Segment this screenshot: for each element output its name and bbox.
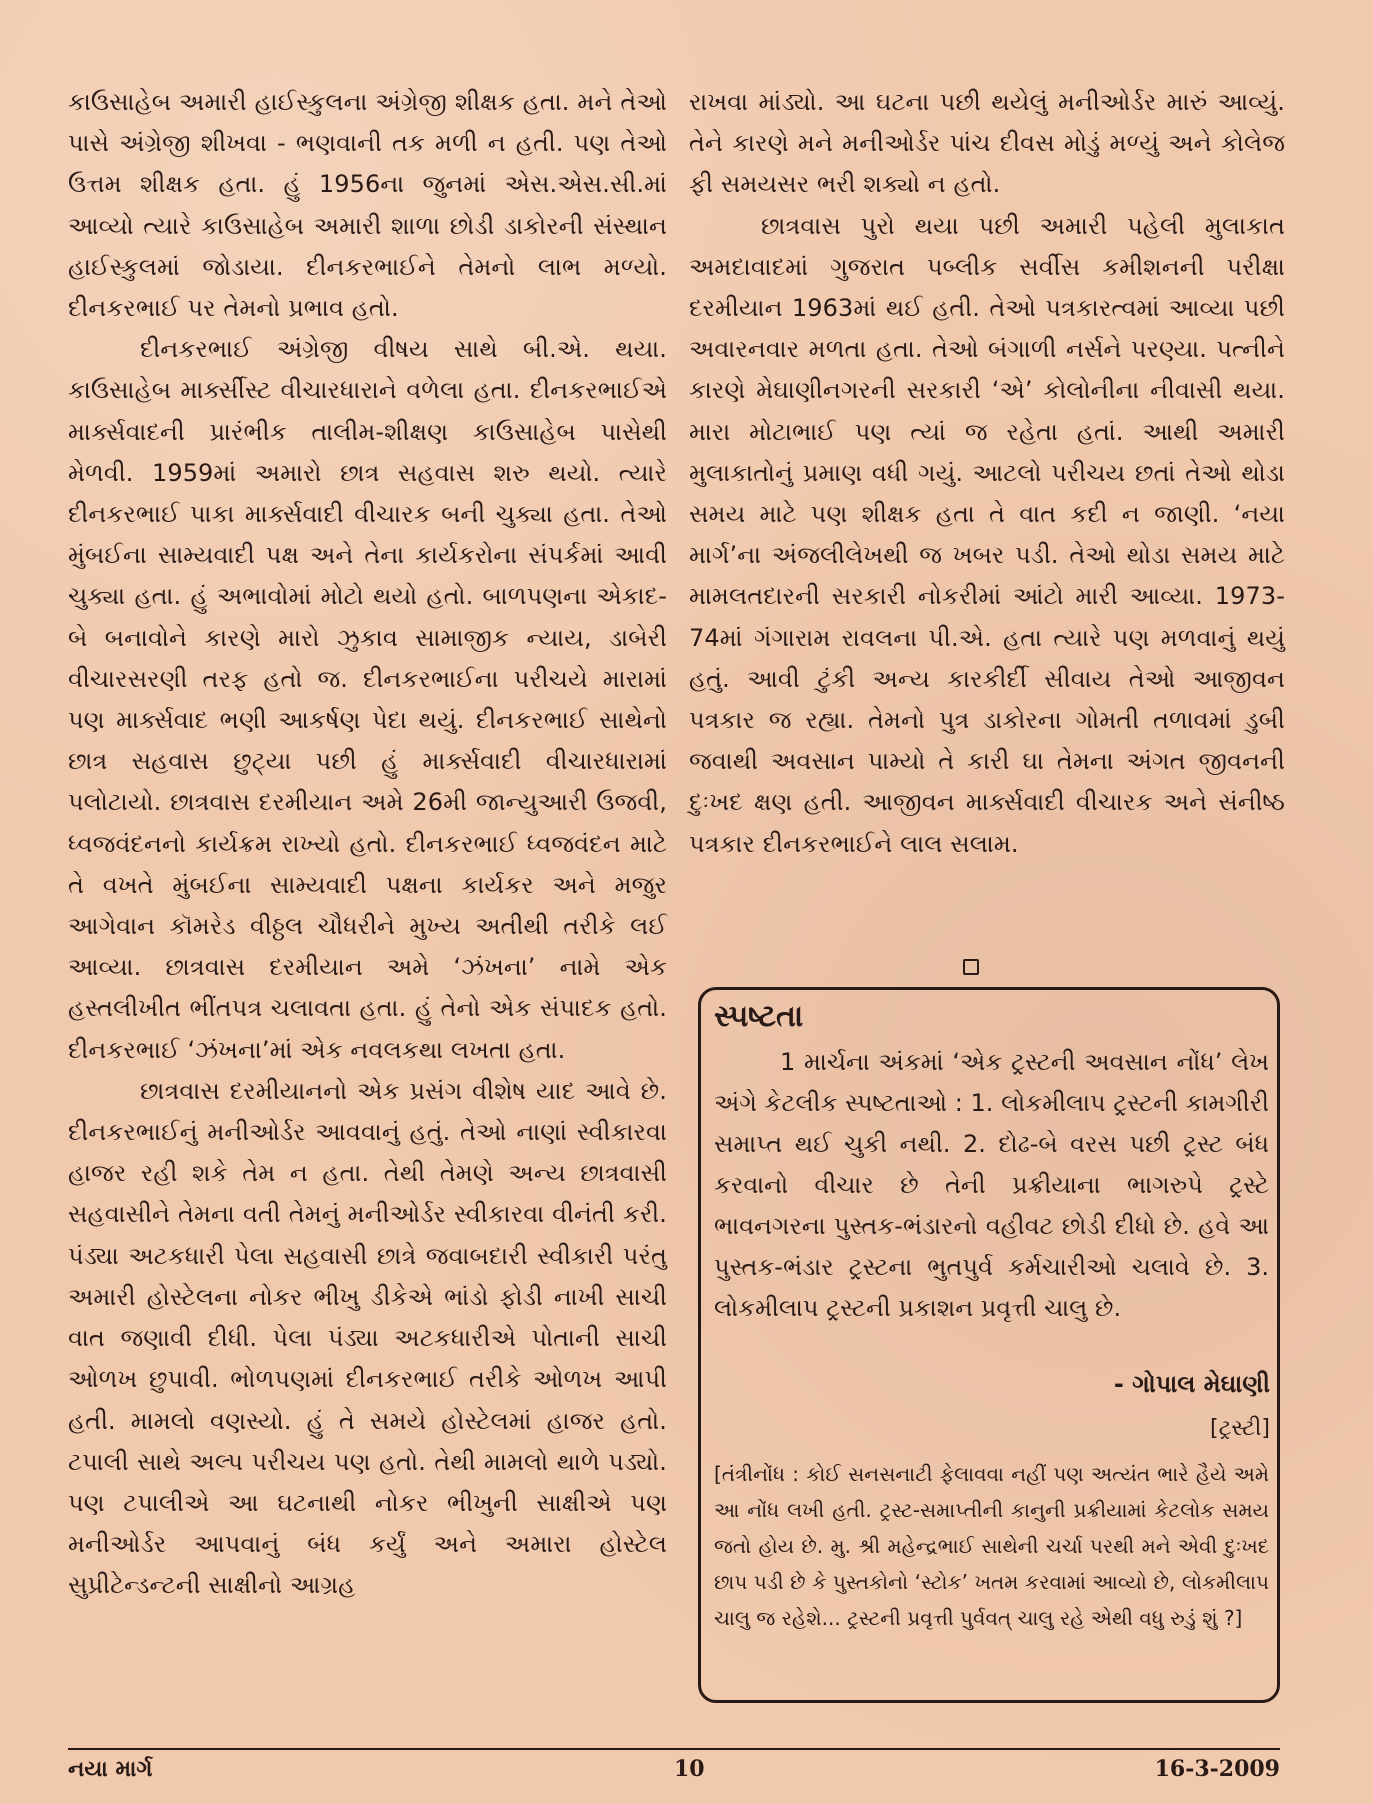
article-paragraph-4: રાખવા માંડ્યો. આ ઘટના પછી થયેલું મનીઓર્ડર મારું આવ્યું. તેને કારણે મને મનીઓર્ડર પાંચ દીવસ મોડું મળ્યું અને કોલેજ ફી સમયસર ભરી શક્યો ન હતો. [689, 88, 1285, 199]
clarification-role: [ટ્રસ્ટી] [1210, 1416, 1270, 1441]
right-text-column [689, 82, 1285, 865]
publication-name: નયા માર્ગ [68, 1756, 153, 1782]
article-paragraph-3: છાત્રવાસ દરમીયાનનો એક પ્રસંગ વીશેષ યાદ આવે છે. દીનકરભાઈનું મનીઓર્ડર આવવાનું હતું. તેઓ નાણાં સ્વીકારવા હાજર રહી શકે તેમ ન હતા. તેથી તેમણે અન્ય છાત્રવાસી સહવાસીને તેમના વતી તેમનું મનીઓર્ડર સ્વીકારવા વીનંતી કરી. પંડ્યા અટકધારી પેલા સહવાસી છાત્રે જવાબદારી સ્વીકારી પરંતુ અમારી હોસ્ટેલના નોકર ભીખુ ડીકેએ ભાંડો ફોડી નાખી સાચી વાત જણાવી દીધી. પેલા પંડ્યા અટકધારીએ પોતાની સાચી ઓળખ છુપાવી. ભોળપણમાં દીનકરભાઈ તરીકે ઓળખ આપી હતી. મામલો વણસ્યો. હું તે સમયે હોસ્ટેલમાં હાજર હતો. ટપાલી સાથે અલ્પ પરીચય પણ હતો. તેથી મામલો થાળે પડ્યો. પણ ટપાલીએ આ ઘટનાથી નોકર ભીખુની સાક્ષીએ પણ મનીઓર્ડર આપવાનું બંધ કર્યું અને અમારા હોસ્ટેલ સુપ્રીટેન્ડન્ટની સાક્ષીનો આગ્રહ [68, 1076, 667, 1600]
clarification-body [714, 1042, 1269, 1329]
clarification-title: સ્પષ્ટતા [714, 999, 804, 1034]
issue-date: 16-3-2009 [1154, 1756, 1280, 1782]
article-paragraph-5: છાત્રવાસ પુરો થયા પછી અમારી પહેલી મુલાકાત અમદાવાદમાં ગુજરાત પબ્લીક સર્વીસ કમીશનની પરીક્ષા દરમીયાન 1963માં થઈ હતી. તેઓ પત્રકારત્વમાં આવ્યા પછી અવારનવાર મળતા હતા. તેઓ બંગાળી નર્સને પરણ્યા. પત્નીને કારણે મેઘાણીનગરની સરકારી ‘એ’ કોલોનીના નીવાસી થયા. મારા મોટાભાઈ પણ ત્યાં જ રહેતા હતાં. આથી અમારી મુલાકાતોનું પ્રમાણ વધી ગયું. આટલો પરીચય છતાં તેઓ થોડા સમય માટે પણ શીક્ષક હતા તે વાત કદી ન જાણી. ‘નયા માર્ગ’ના અંજલીલેખથી જ ખબર પડી. તેઓ થોડા સમય માટે મામલતદારની સરકારી નોકરીમાં આંટો મારી આવ્યા. 1973-74માં ગંગારામ રાવલના પી.એ. હતા ત્યારે પણ મળવાનું થયું હતું. આવી ટુંકી અન્ય કારકીર્દી સીવાય તેઓ આજીવન પત્રકાર જ રહ્યા. તેમનો પુત્ર ડાકોરના ગોમતી તળાવમાં ડુબી જવાથી અવસાન પામ્યો તે કારી ઘા તેમના અંગત જીવનની દુઃખદ ક્ષણ હતી. આજીવન માર્ક્સવાદી વીચારક અને સંનીષ્ઠ પત્રકાર દીનકરભાઈને લાલ સલામ. [689, 211, 1285, 858]
article-paragraph-2: દીનકરભાઈ અંગ્રેજી વીષય સાથે બી.એ. થયા. કાઉસાહેબ માર્ક્સીસ્ટ વીચારધારાને વળેલા હતા. દીનકરભાઈએ માર્ક્સવાદની પ્રારંભીક તાલીમ-શીક્ષણ કાઉસાહેબ પાસેથી મેળવી. 1959માં અમારો છાત્ર સહવાસ શરુ થયો. ત્યારે દીનકરભાઈ પાકા માર્ક્સવાદી વીચારક બની ચુક્યા હતા. તેઓ મુંબઈના સામ્યવાદી પક્ષ અને તેના કાર્યકરોના સંપર્કમાં આવી ચુક્યા હતા. હું અભાવોમાં મોટો થયો હતો. બાળપણના એકાદ-બે બનાવોને કારણે મારો ઝુકાવ સામાજીક ન્યાય, ડાબેરી વીચારસરણી તરફ હતો જ. દીનકરભાઈના પરીચયે મારામાં પણ માર્ક્સવાદ ભણી આકર્ષણ પેદા થયું. દીનકરભાઈ સાથેનો છાત્ર સહવાસ છુટ્યા પછી હું માર્ક્સવાદી વીચારધારામાં પલોટાયો. છાત્રવાસ દરમીયાન અમે 26મી જાન્યુઆરી ઉજવી, ધ્વજવંદનનો કાર્યક્રમ રાખ્યો હતો. દીનકરભાઈ ધ્વજવંદન માટે તે વખતે મુંબઈના સામ્યવાદી પક્ષના કાર્યકર અને મજુર આગેવાન કૉમરેડ વીઠ્ઠલ ચૌધરીને મુખ્ય અતીથી તરીકે લઈ આવ્યા. છાત્રવાસ દરમીયાન અમે ‘ઝંખના’ નામે એક હસ્તલીખીત ભીંતપત્ર ચલાવતા હતા. હું તેનો એક સંપાદક હતો. દીનકરભાઈ ‘ઝંખના’માં એક નવલકથા લખતા હતા. [68, 335, 667, 1064]
square-end-marker-icon [963, 959, 979, 975]
article-paragraph-1: કાઉસાહેબ અમારી હાઈસ્કુલના અંગ્રેજી શીક્ષક હતા. મને તેઓ પાસે અંગ્રેજી શીખવા - ભણવાની તક મળી ન હતી. પણ તેઓ ઉત્તમ શીક્ષક હતા. હું 1956ના જુનમાં એસ.એસ.સી.માં આવ્યો ત્યારે કાઉસાહેબ અમારી શાળા છોડી ડાકોરની સંસ્થાન હાઈસ્કુલમાં જોડાયા. દીનકરભાઈને તેમનો લાભ મળ્યો. દીનકરભાઈ પર તેમનો પ્રભાવ હતો. [68, 88, 667, 323]
page-number: 10 [674, 1756, 705, 1782]
footer-divider [68, 1748, 1280, 1750]
clarification-paragraph: 1 માર્ચના અંકમાં ‘એક ટ્રસ્ટની અવસાન નોંધ’ લેખ અંગે કેટલીક સ્પષ્ટતાઓ : 1. લોકમીલાપ ટ્રસ્ટની કામગીરી સમાપ્ત થઈ ચુકી નથી. 2. દોઢ-બે વરસ પછી ટ્રસ્ટ બંધ કરવાનો વીચાર છે તેની પ્રક્રીયાના ભાગરુપે ટ્રસ્ટે ભાવનગરના પુસ્તક-ભંડારનો વહીવટ છોડી દીધો છે. હવે આ પુસ્તક-ભંડાર ટ્રસ્ટના ભુતપુર્વ કર્મચારીઓ ચલાવે છે. 3. લોકમીલાપ ટ્રસ્ટની પ્રકાશન પ્રવૃત્તી ચાલુ છે. [714, 1048, 1269, 1322]
clarification-signature: - ગોપાલ મેઘાણી [1113, 1370, 1270, 1398]
left-text-column [68, 82, 667, 1607]
editor-note: [તંત્રીનોંધ : કોઈ સનસનાટી ફેલાવવા નહીં પણ અત્યંત ભારે હૈયે અમે આ નોંધ લખી હતી. ટ્રસ્ટ-સમાપ્તીની કાનુની પ્રક્રીયામાં કેટલોક સમય જતો હોય છે. મુ. શ્રી મહેન્દ્રભાઈ સાથેની ચર્ચા પરથી મને એવી દુઃખદ છાપ પડી છે કે પુસ્તકોનો ‘સ્ટોક’ ખતમ કરવામાં આવ્યો છે, લોકમીલાપ ચાલુ જ રહેશે... ટ્રસ્ટની પ્રવૃત્તી પુર્વવત્ ચાલુ રહે એથી વધુ રુડું શું ?] [714, 1462, 1269, 1630]
